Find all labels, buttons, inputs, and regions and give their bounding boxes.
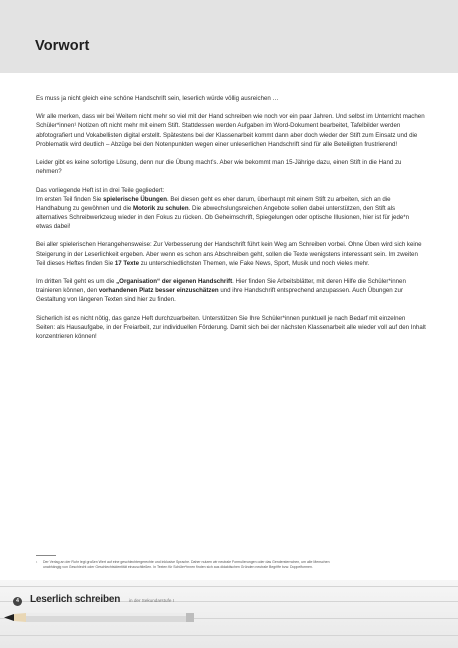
- paragraph-2: Wir alle merken, dass wir bei Weitem nicht mehr so viel mit der Hand schreiben wie noch vor ein paar Jahren. Und selbst im Unterricht machen Schüler*innen¹ Notizen oft nicht mehr mit einem Stift. Stattdessen werden Aufgaben im Word-Dokument bearbeitet, Tafelbilder werden abfotografiert und Vokabellisten digital erstellt. Spätestens bei der Klassenarbeit kommt dann aber doch wieder der Stift zum Einsatz und die Problematik wird deutlich – Abzüge bei den Notenpunkten wegen einer unleserlichen Handschrift sind für alle Beteiligten frustrierend!: [36, 113, 425, 148]
- book-title: Leserlich schreiben: [30, 594, 121, 605]
- text-span: . Hier finden Sie Arbeitsblätter, mit deren Hilfe die Schüler*innen trainieren können, den: [36, 278, 406, 295]
- footnote-text: Der Verlag an der Ruhr legt großen Wert auf eine geschlechtergerechte und inklusive Sprache. Daher nutzen wir neutrale Formulierungen oder das Gendersternchen, um alle Menschen unabhängig von Geschlecht oder Geschlechtsidentität einzuschließen. In Texten für Schüler*innen finden sich aus didaktischen Gründen neutrale Begriffe bzw. Doppelformen.: [43, 560, 330, 569]
- paragraph-7: Sicherlich ist es nicht nötig, das ganze Heft durchzuarbeiten. Unterstützen Sie Ihre Schüler*innen punktuell je nach Bedarf mit einzelnen Seiten: als Hausaufgabe, in der Freiarbeit, zur individuellen Förderung. Damit sich bei der nächsten Klassenarbeit alle wieder voll auf den Inhalt konzentrieren können!: [36, 314, 426, 340]
- pencil-icon: [4, 612, 194, 623]
- paragraph-5: [36, 240, 426, 267]
- text-span: . Bei diesen geht es eher darum, überhaupt mit einem Stift zu arbeiten, sich an die Handhabung zu gewöhnen und die: [36, 195, 391, 212]
- header-band: [0, 0, 458, 73]
- footnote-separator: [36, 555, 56, 556]
- bold-phrase: vorhandenen Platz besser einzuschätzen: [98, 287, 219, 295]
- page-number-badge: 4: [13, 597, 22, 606]
- paragraph-6: [36, 277, 426, 304]
- bold-phrase: 17 Texte: [114, 259, 139, 267]
- bold-phrase: Motorik zu schulen: [132, 204, 189, 212]
- paragraph-4-intro: Das vorliegende Heft ist in drei Teile gegliedert:: [36, 186, 165, 194]
- wood-grain-line: [0, 635, 458, 636]
- footnote-mark: ¹: [36, 560, 38, 564]
- text-span: und ihre Handschrift entsprechend anzupassen. Auch Übungen zur Gestaltung von längeren Texten sind hier zu finden.: [36, 287, 403, 304]
- intro-paragraph: Es muss ja nicht gleich eine schöne Handschrift sein, leserlich würde völlig ausreichen …: [36, 95, 279, 102]
- wood-grain-line: [0, 586, 458, 587]
- footnote: [36, 560, 336, 569]
- text-span: . Die abwechslungsreichen Angebote sollen dabei unterstützen, den Stift als alternatives Schreibwerkzeug wieder in den Fokus zu rücken. Ob Geheimschrift, Spiegelungen oder optische Illusionen, hier ist für jede*n etwas dabei!: [36, 204, 410, 231]
- bold-phrase: „Organisation“ der eigenen Handschrift: [116, 278, 233, 286]
- page-title: Vorwort: [35, 38, 90, 54]
- bold-phrase: spielerische Übungen: [103, 195, 167, 203]
- body-text: [36, 94, 426, 350]
- text-span: Im ersten Teil finden Sie: [36, 195, 104, 203]
- book-subtitle: in der Sekundarstufe I: [129, 598, 174, 603]
- paragraph-4: [36, 195, 426, 232]
- paragraph-3: Leider gibt es keine sofortige Lösung, denn nur die Übung macht’s. Aber wie bekommt man 15-Jährige dazu, einen Stift in die Hand zu nehmen?: [36, 159, 402, 176]
- text-span: Bei aller spielerischen Herangehensweise: Zur Verbesserung der Handschrift führt kein Weg am Schreiben vorbei. Ohne Üben wird sich keine Steigerung in der Leserlichkeit ergeben. Aber wenn es schon ans Abschreiben geht, sollen die Texte wenigstens interessant sein. Im zweiten Teil dieses Heftes finden Sie: [36, 241, 422, 267]
- text-span: zu unterschiedlichsten Themen, wie Fake News, Sport, Musik und noch vieles mehr.: [138, 259, 370, 267]
- text-span: Im dritten Teil geht es um die: [36, 278, 117, 286]
